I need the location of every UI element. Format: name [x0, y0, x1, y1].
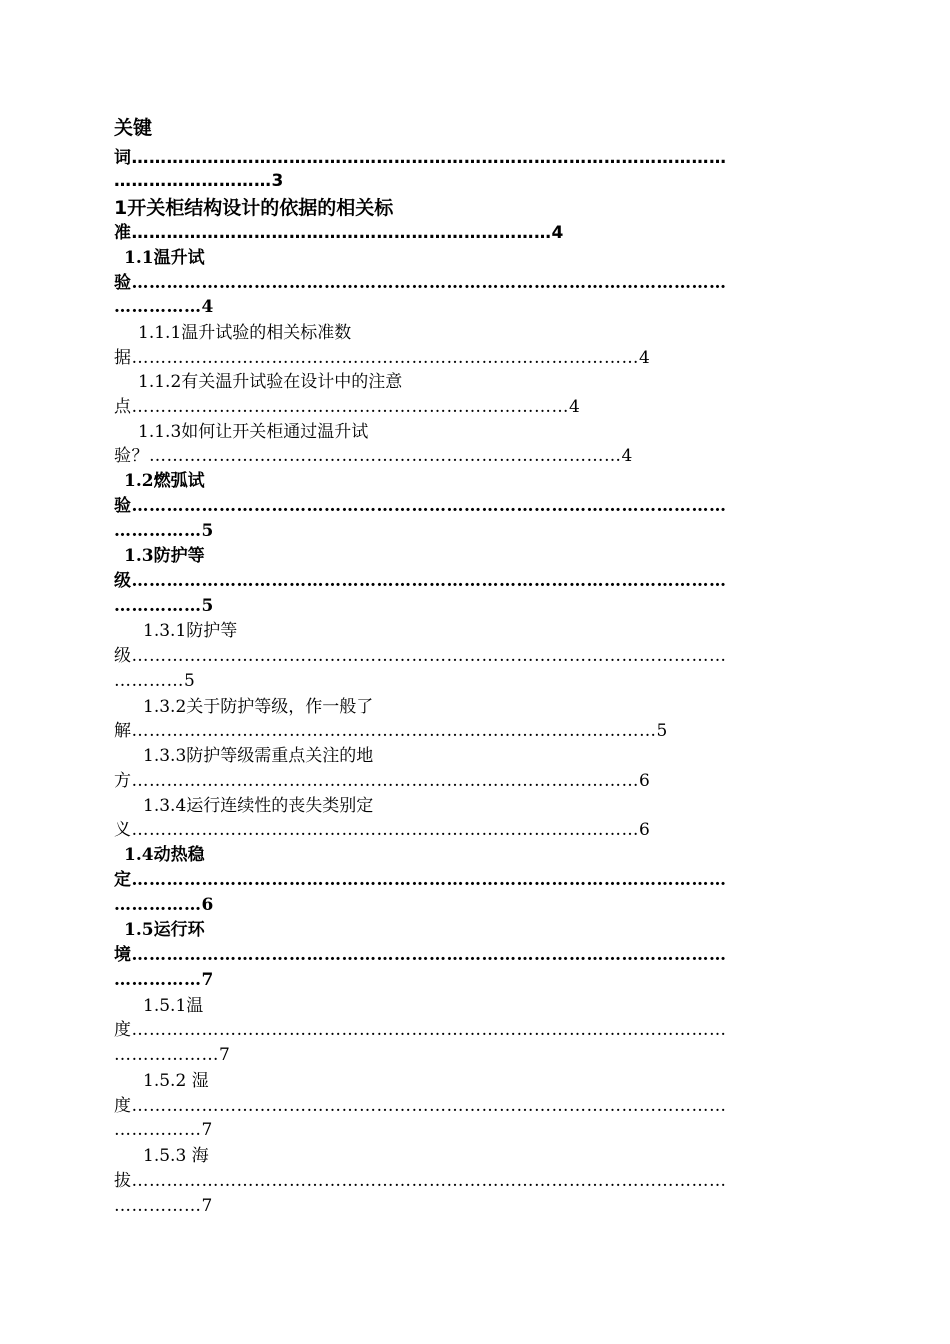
toc-1-4-leader[interactable]: 定………………………………………………………………………………………… [114, 870, 727, 890]
toc-1-1-2-title[interactable]: 1.1.2有关温升试验在设计中的注意 [138, 372, 403, 392]
toc-1-5-2-page[interactable]: ……………7 [114, 1120, 213, 1140]
toc-1-5-3-title[interactable]: 1.5.3 海 [143, 1146, 209, 1166]
toc-1-3-3-title[interactable]: 1.3.3防护等级需重点关注的地 [143, 746, 374, 766]
toc-1-3-leader[interactable]: 级………………………………………………………………………………………… [114, 571, 727, 591]
toc-chapter-1-title[interactable]: 1开关柜结构设计的依据的相关标 [114, 197, 394, 219]
toc-1-4-title[interactable]: 1.4动热稳 [124, 845, 205, 865]
toc-1-2-title[interactable]: 1.2燃弧试 [124, 471, 205, 491]
toc-1-5-1-title[interactable]: 1.5.1温 [143, 996, 204, 1016]
toc-1-5-3-page[interactable]: ……………7 [114, 1196, 213, 1216]
toc-1-2-leader[interactable]: 验………………………………………………………………………………………… [114, 496, 727, 516]
toc-1-3-3-page[interactable]: 方……………………………………………………………………………6 [114, 771, 651, 791]
toc-1-5-1-leader[interactable]: 度………………………………………………………………………………………… [114, 1020, 727, 1040]
toc-1-5-2-leader[interactable]: 度………………………………………………………………………………………… [114, 1096, 727, 1116]
toc-1-3-2-title[interactable]: 1.3.2关于防护等级，作一般了 [143, 697, 374, 717]
toc-1-4-page[interactable]: ……………6 [114, 895, 214, 915]
toc-chapter-1-page[interactable]: 准………………………………………………………………4 [114, 223, 564, 243]
toc-1-1-title[interactable]: 1.1温升试 [124, 248, 205, 268]
toc-1-3-1-title[interactable]: 1.3.1防护等 [143, 621, 238, 641]
toc-1-5-leader[interactable]: 境………………………………………………………………………………………… [114, 945, 727, 965]
toc-1-5-1-page[interactable]: ………………7 [114, 1045, 231, 1065]
toc-1-5-title[interactable]: 1.5运行环 [124, 920, 205, 940]
toc-1-5-3-leader[interactable]: 拔………………………………………………………………………………………… [114, 1171, 727, 1191]
toc-1-1-3-page[interactable]: 验？………………………………………………………………………4 [114, 446, 633, 466]
toc-keywords-title[interactable]: 关键 [114, 117, 153, 139]
toc-1-3-1-leader[interactable]: 级………………………………………………………………………………………… [114, 646, 727, 666]
toc-1-1-leader[interactable]: 验………………………………………………………………………………………… [114, 273, 727, 293]
toc-keywords-page[interactable]: ………………………3 [114, 171, 284, 191]
toc-1-3-title[interactable]: 1.3防护等 [124, 546, 205, 566]
toc-1-3-4-title[interactable]: 1.3.4运行连续性的丧失类别定 [143, 796, 374, 816]
toc-1-5-page[interactable]: ……………7 [114, 970, 214, 990]
toc-1-1-2-page[interactable]: 点…………………………………………………………………4 [114, 397, 581, 417]
toc-1-3-4-page[interactable]: 义……………………………………………………………………………6 [114, 820, 651, 840]
toc-1-1-page[interactable]: ……………4 [114, 297, 214, 317]
toc-1-1-1-title[interactable]: 1.1.1温升试验的相关标准数 [138, 323, 352, 343]
toc-1-5-2-title[interactable]: 1.5.2 湿 [143, 1071, 209, 1091]
toc-keywords-leader[interactable]: 词………………………………………………………………………………………… [114, 148, 727, 168]
toc-1-3-2-page[interactable]: 解………………………………………………………………………………5 [114, 721, 668, 741]
toc-1-1-3-title[interactable]: 1.1.3如何让开关柜通过温升试 [138, 422, 369, 442]
toc-1-3-page[interactable]: ……………5 [114, 596, 214, 616]
toc-1-2-page[interactable]: ……………5 [114, 521, 214, 541]
toc-1-3-1-page[interactable]: …………5 [114, 671, 196, 691]
toc-1-1-1-page[interactable]: 据……………………………………………………………………………4 [114, 348, 651, 368]
